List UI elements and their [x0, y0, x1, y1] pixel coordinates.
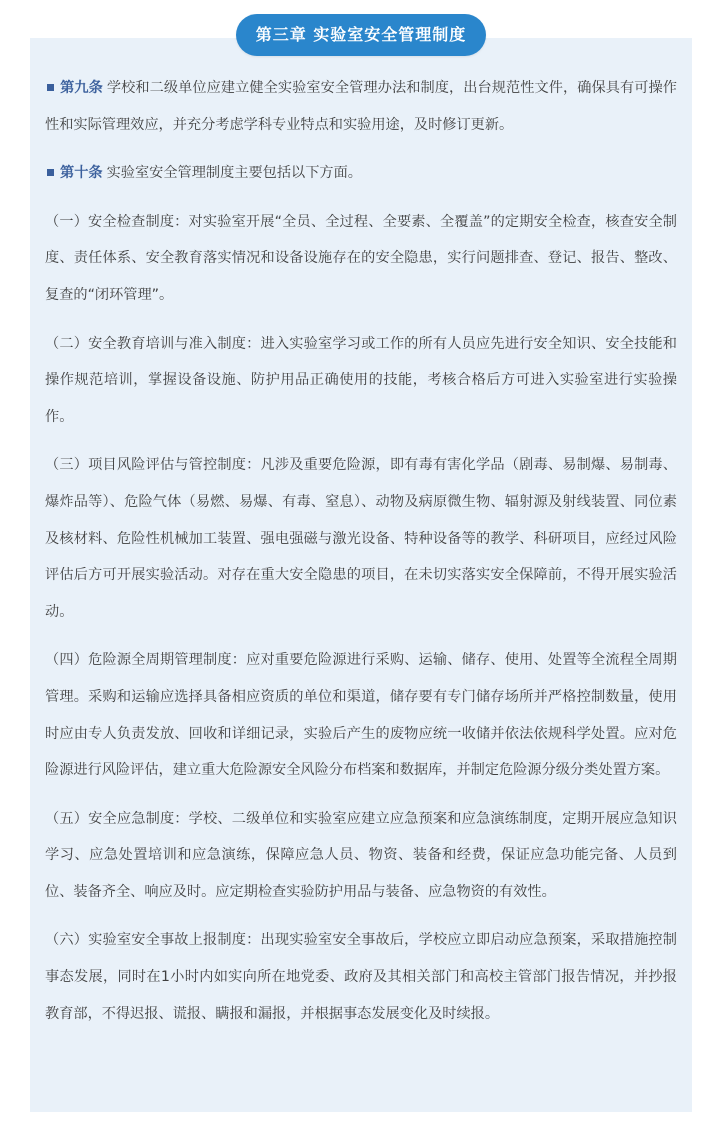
- chapter-title-pill: [236, 14, 486, 56]
- article-content: [45, 70, 677, 1044]
- article-text: 学校和二级单位应建立健全实验室安全管理办法和制度，出台规范性文件，确保具有可操作性和实际管理效应，并充分考虑学科专业特点和实验用途，及时修订更新。: [45, 80, 677, 133]
- article-text: 实验室安全管理制度主要包括以下方面。: [106, 165, 362, 182]
- article-label: 第十条: [60, 165, 103, 182]
- item-safety-inspection: （一）安全检查制度：对实验室开展“全员、全过程、全要素、全覆盖”的定期安全检查，核查安全制度、责任体系、安全教育落实情况和设备设施存在的安全隐患，实行问题排查、登记、报告、整改、复查的“闭环管理”。: [45, 213, 677, 303]
- article-9: [45, 70, 677, 143]
- chapter-title: 第三章 实验室安全管理制度: [255, 25, 467, 44]
- item-accident-reporting: （六）实验室安全事故上报制度：出现实验室安全事故后，学校应立即启动应急预案，采取措施控制事态发展，同时在1小时内如实向所在地党委、政府及其相关部门和高校主管部门报告情况，并抄报教育部，不得迟报、谎报、瞒报和漏报，并根据事态发展变化及时续报。: [45, 932, 677, 1022]
- item-hazard-lifecycle: （四）危险源全周期管理制度：应对重要危险源进行采购、运输、储存、使用、处置等全流程全周期管理。采购和运输应选择具备相应资质的单位和渠道，储存要有专门储存场所并严格控制数量，使用时应由专人负责发放、回收和详细记录，实验后产生的废物应统一收储并依法依规科学处置。应对危险源进行风险评估，建立重大危险源安全风险分布档案和数据库，并制定危险源分级分类处置方案。: [45, 652, 677, 779]
- square-bullet-icon: [47, 169, 54, 176]
- item-risk-assessment: （三）项目风险评估与管控制度：凡涉及重要危险源，即有毒有害化学品（剧毒、易制爆、易制毒、爆炸品等）、危险气体（易燃、易爆、有毒、窒息）、动物及病原微生物、辐射源及射线装置、同位素及核材料、危险性机械加工装置、强电强磁与激光设备、特种设备等的教学、科研项目，应经过风险评估后方可开展实验活动。对存在重大安全隐患的项目，在未切实落实安全保障前，不得开展实验活动。: [45, 457, 677, 620]
- article-label: 第九条: [60, 80, 103, 96]
- square-bullet-icon: [47, 84, 54, 91]
- article-10: [45, 155, 677, 192]
- item-safety-training: （二）安全教育培训与准入制度：进入实验室学习或工作的所有人员应先进行安全知识、安全技能和操作规范培训，掌握设备设施、防护用品正确使用的技能，考核合格后方可进入实验室进行实验操作。: [45, 335, 677, 425]
- item-emergency: （五）安全应急制度：学校、二级单位和实验室应建立应急预案和应急演练制度，定期开展应急知识学习、应急处置培训和应急演练，保障应急人员、物资、装备和经费，保证应急功能完备、人员到位、装备齐全、响应及时。应定期检查实验防护用品与装备、应急物资的有效性。: [45, 810, 677, 900]
